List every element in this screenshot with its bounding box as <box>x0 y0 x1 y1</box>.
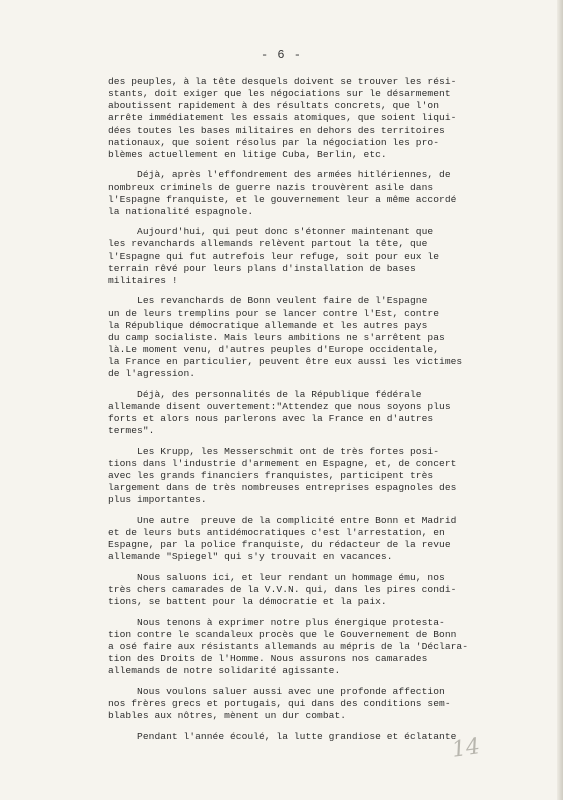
text-line: nos frères grecs et portugais, qui dans des conditions sem- <box>108 697 451 709</box>
body-text <box>108 76 528 751</box>
text-line: a osé faire aux résistants allemands au mépris de la 'Déclara- <box>108 640 469 652</box>
text-line: tion des Droits de l'Homme. Nous assurons nos camarades <box>108 653 428 665</box>
text-line: Nous saluons ici, et leur rendant un hommage ému, nos <box>108 571 445 583</box>
text-line: très chers camarades de la V.V.N. qui, dans les pires condi- <box>108 583 457 595</box>
text-line: plus importantes. <box>108 494 207 506</box>
text-line: militaires ! <box>108 274 178 286</box>
text-line: un de leurs tremplins pour se lancer contre l'Est, contre <box>108 307 440 319</box>
text-line: stants, doit exiger que les négociations sur le désarmement <box>108 88 451 100</box>
text-line: nombreux criminels de guerre nazis trouvèrent asile dans <box>108 181 434 193</box>
text-line: blèmes actuellement en litige Cuba, Berlin, etc. <box>108 148 387 160</box>
text-line: Espagne, par la police franquiste, du rédacteur de la revue <box>108 539 451 551</box>
text-line: aboutissent rapidement à des résultats concrets, que l'on <box>108 100 440 112</box>
text-line: Pendant l'année écoulé, la lutte grandiose et éclatante <box>108 730 457 742</box>
text-line: Aujourd'hui, qui peut donc s'étonner maintenant que <box>108 226 434 238</box>
text-line: l'Espagne franquiste, et le gouvernement leur a même accordé <box>108 193 457 205</box>
text-line: arrête immédiatement les essais atomiques, que soient liqui- <box>108 112 457 124</box>
paragraph <box>108 617 528 678</box>
text-line: la République démocratique allemande et les autres pays <box>108 319 428 331</box>
text-line: là.Le moment venu, d'autres peuples d'Europe occidentale, <box>108 343 440 355</box>
text-line: la France en particulier, peuvent être eux aussi les victimes <box>108 356 463 368</box>
text-line: l'Espagne qui fut autrefois leur refuge, soit pour eux le <box>108 250 440 262</box>
text-line: blables aux nôtres, mènent un dur combat. <box>108 709 347 721</box>
text-line: terrain rêvé pour leurs plans d'installation de bases <box>108 262 416 274</box>
text-line: allemande disent ouvertement:"Attendez que nous soyons plus <box>108 400 451 412</box>
paragraph <box>108 389 528 438</box>
paragraph <box>108 515 528 564</box>
text-line: Une autre preuve de la complicité entre Bonn et Madrid <box>108 514 457 526</box>
paragraph <box>108 686 528 722</box>
text-line: tions, se battent pour la démocratie et la paix. <box>108 596 387 608</box>
paragraph <box>108 226 528 287</box>
handwritten-annotation: 14 <box>450 734 482 763</box>
page-number: - 6 - <box>260 48 302 62</box>
paragraph <box>108 169 528 218</box>
text-line: du camp socialiste. Mais leurs ambitions ne s'arrêtent pas <box>108 331 445 343</box>
text-line: avec les grands financiers franquistes, participent très <box>108 470 434 482</box>
text-line: forts et alors nous parlerons avec la France en d'autres <box>108 413 434 425</box>
text-line: Nous voulons saluer aussi avec une profonde affection <box>108 685 445 697</box>
text-line: Déjà, après l'effondrement des armées hitlériennes, de <box>108 169 451 181</box>
text-line: nationaux, que soient résolus par la négociation les pro- <box>108 136 440 148</box>
text-line: allemands de notre solidarité agissante. <box>108 665 341 677</box>
text-line: tion contre le scandaleux procès que le Gouvernement de Bonn <box>108 628 457 640</box>
text-line: Les revanchards de Bonn veulent faire de l'Espagne <box>108 295 428 307</box>
text-line: largement dans de très nombreuses entreprises espagnoles des <box>108 482 457 494</box>
text-line: Les Krupp, les Messerschmit ont de très fortes posi- <box>108 445 440 457</box>
text-line: la nationalité espagnole. <box>108 205 254 217</box>
paragraph <box>108 295 528 380</box>
text-line: de l'agression. <box>108 368 196 380</box>
paragraph <box>108 446 528 507</box>
text-line: tions dans l'industrie d'armement en Espagne, et, de concert <box>108 457 457 469</box>
text-line: dées toutes les bases militaires en dehors des territoires <box>108 124 445 136</box>
text-line: Déjà, des personnalités de la République fédérale <box>108 388 422 400</box>
paragraph <box>108 76 528 161</box>
text-line: allemande "Spiegel" qui s'y trouvait en vacances. <box>108 551 393 563</box>
paragraph <box>108 572 528 608</box>
text-line: termes". <box>108 425 155 437</box>
text-line: des peuples, à la tête desquels doivent se trouver les rési- <box>108 76 457 87</box>
text-line: les revanchards allemands relèvent partout la tête, que <box>108 238 428 250</box>
text-line: Nous tenons à exprimer notre plus énergique protesta- <box>108 616 445 628</box>
text-line: et de leurs buts antidémocratiques c'est l'arrestation, en <box>108 526 445 538</box>
